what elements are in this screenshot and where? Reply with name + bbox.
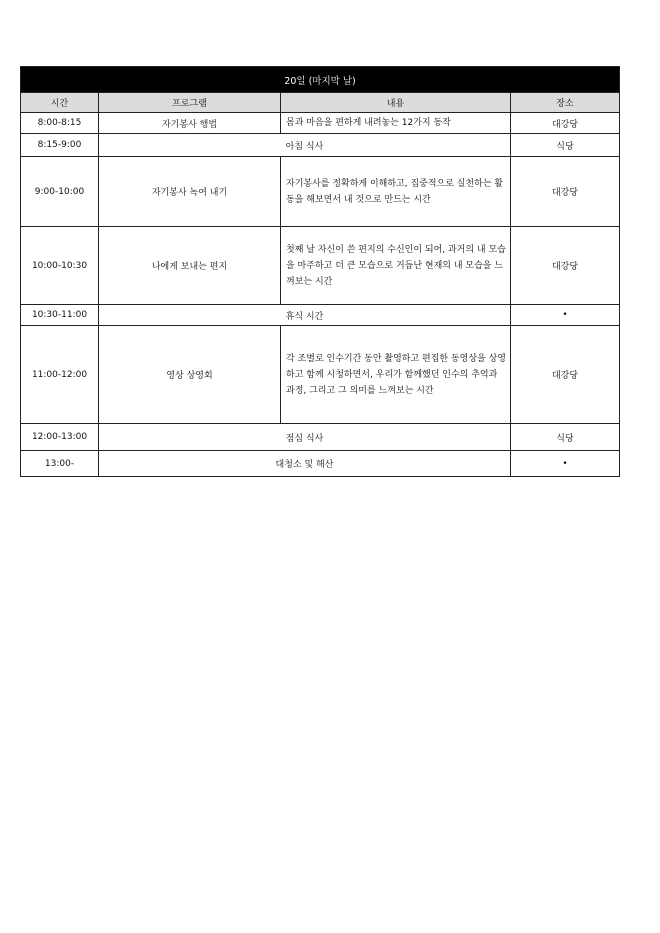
place-cell: • xyxy=(511,451,620,477)
header-program: 프로그램 xyxy=(99,93,281,113)
header-place: 장소 xyxy=(511,93,620,113)
content-cell: 첫째 날 자신이 쓴 편지의 수신인이 되어, 과거의 내 모습을 마주하고 더 큰 모습으로 거듭난 현재의 내 모습을 느껴보는 시간 xyxy=(281,227,511,305)
time-cell: 13:00- xyxy=(21,451,99,477)
place-cell: 대강당 xyxy=(511,157,620,227)
table-row xyxy=(21,424,620,451)
program-cell: 나에게 보내는 편지 xyxy=(99,227,281,305)
table-row xyxy=(21,305,620,326)
day-title: 20일 (마지막 날) xyxy=(21,67,620,93)
program-cell: 자기봉사 행법 xyxy=(99,113,281,134)
place-cell: 대강당 xyxy=(511,326,620,424)
time-cell: 8:15-9:00 xyxy=(21,134,99,157)
place-cell: 대강당 xyxy=(511,113,620,134)
activity-cell: 아침 식사 xyxy=(99,134,511,157)
time-cell: 10:00-10:30 xyxy=(21,227,99,305)
place-cell: 식당 xyxy=(511,424,620,451)
place-cell: 식당 xyxy=(511,134,620,157)
program-cell: 영상 상영회 xyxy=(99,326,281,424)
table-row xyxy=(21,113,620,134)
content-cell: 각 조별로 인수기간 동안 촬영하고 편집한 동영상을 상영하고 함께 시청하면서, 우리가 함께했던 인수의 추억과 과정, 그리고 그 의미를 느껴보는 시간 xyxy=(281,326,511,424)
header-content: 내용 xyxy=(281,93,511,113)
table-row xyxy=(21,134,620,157)
time-cell: 9:00-10:00 xyxy=(21,157,99,227)
place-cell: • xyxy=(511,305,620,326)
time-cell: 10:30-11:00 xyxy=(21,305,99,326)
time-cell: 8:00-8:15 xyxy=(21,113,99,134)
table-row xyxy=(21,227,620,305)
place-cell: 대강당 xyxy=(511,227,620,305)
activity-cell: 대청소 및 해산 xyxy=(99,451,511,477)
table-row xyxy=(21,451,620,477)
activity-cell: 휴식 시간 xyxy=(99,305,511,326)
content-cell: 자기봉사를 정확하게 이해하고, 집중적으로 실천하는 활동을 해보면서 내 것으로 만드는 시간 xyxy=(281,157,511,227)
header-time: 시간 xyxy=(21,93,99,113)
program-cell: 자기봉사 녹여 내기 xyxy=(99,157,281,227)
table-row xyxy=(21,157,620,227)
activity-cell: 점심 식사 xyxy=(99,424,511,451)
content-cell: 몸과 마음을 편하게 내려놓는 12가지 동작 xyxy=(281,113,511,134)
time-cell: 12:00-13:00 xyxy=(21,424,99,451)
table-row xyxy=(21,326,620,424)
time-cell: 11:00-12:00 xyxy=(21,326,99,424)
schedule-table xyxy=(20,66,620,477)
